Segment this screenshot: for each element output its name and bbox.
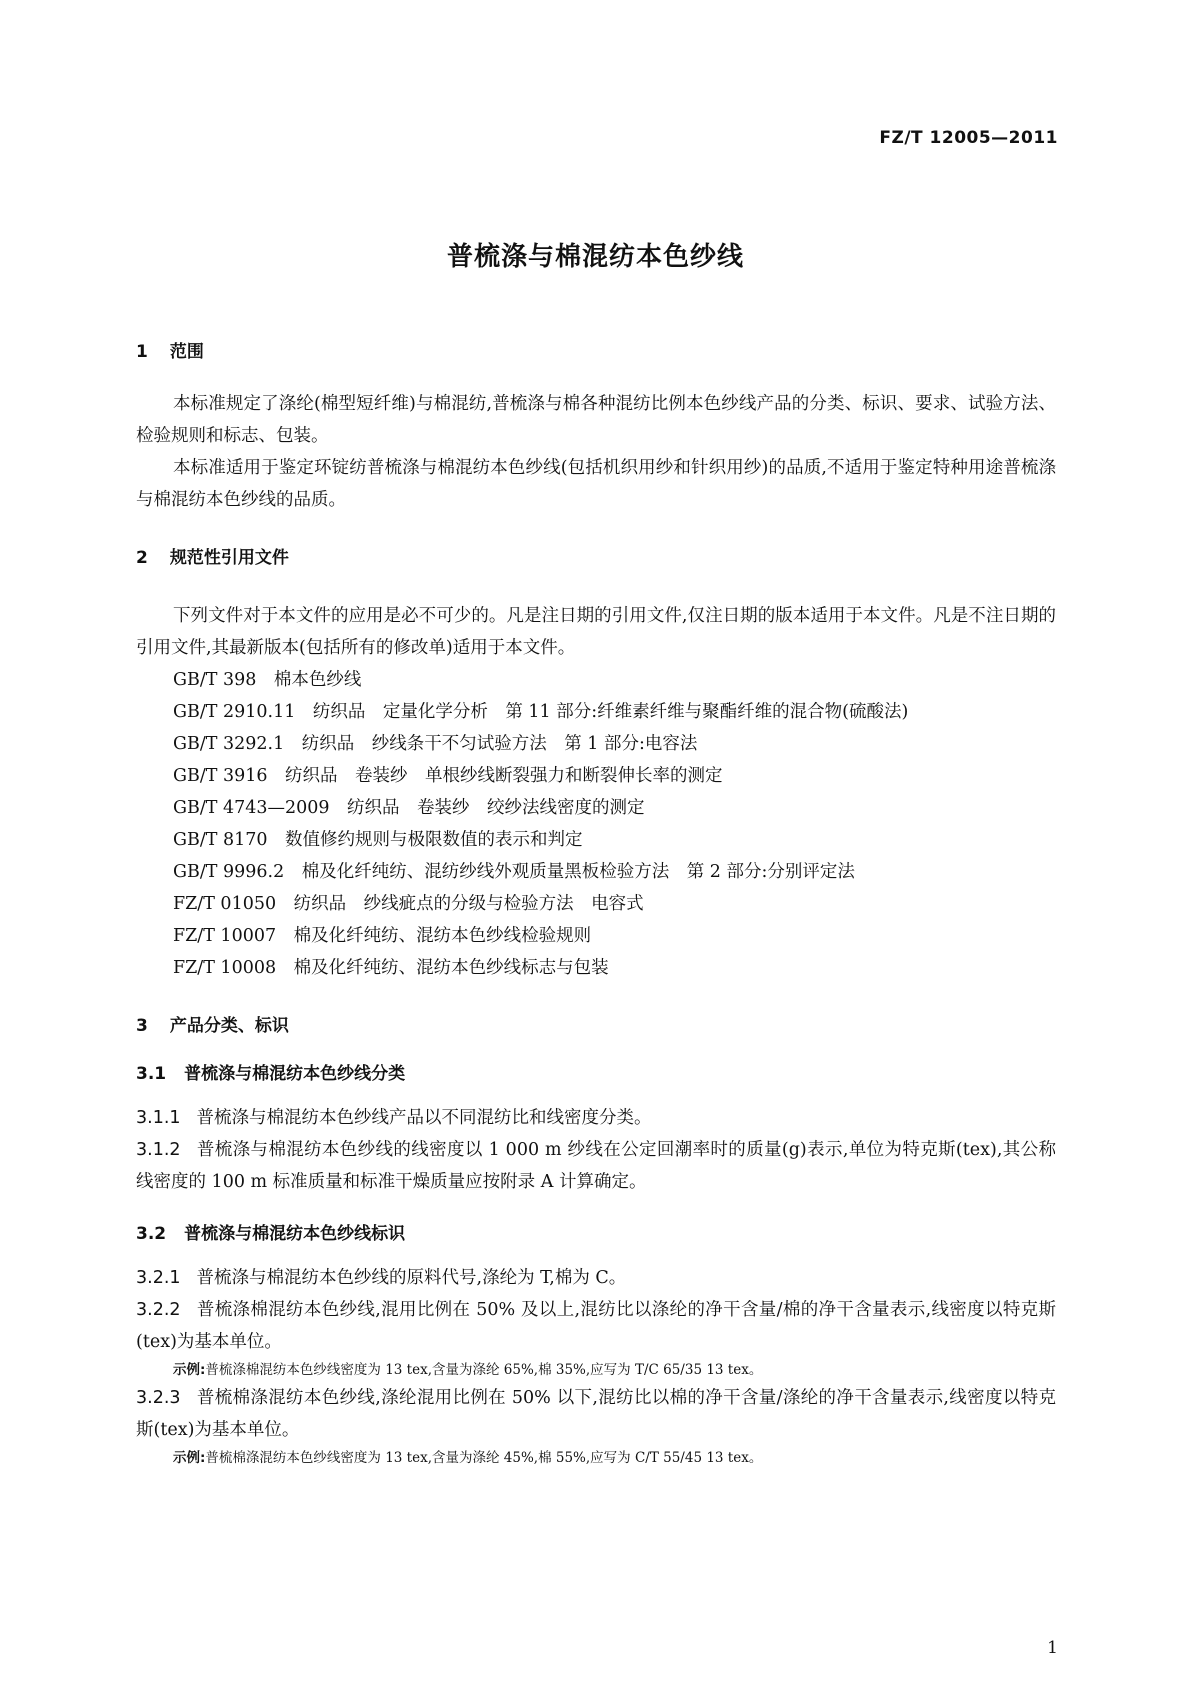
reference-code: FZ/T 01050 [173,894,277,914]
reference-title: 数值修约规则与极限数值的表示和判定 [285,830,583,850]
reference-item [173,696,1056,728]
reference-code: FZ/T 10008 [173,958,277,978]
subsection-title: 普梳涤与棉混纺本色纱线标识 [184,1224,406,1244]
section-title: 规范性引用文件 [169,548,289,568]
reference-code: GB/T 3292.1 [173,734,285,754]
scope-paragraph-1: 本标准规定了涤纶(棉型短纤维)与棉混纺,普梳涤与棉各种混纺比例本色纱线产品的分类、标识、要求、试验方法、检验规则和标志、包装。 [136,394,1056,446]
reference-item [173,664,1056,696]
reference-item [173,728,1056,760]
reference-title: 棉及化纤纯纺、混纺纱线外观质量黑板检验方法 第 2 部分:分别评定法 [301,862,855,882]
reference-code: GB/T 4743—2009 [173,798,330,818]
reference-code: GB/T 2910.11 [173,702,296,722]
section-2-heading [136,546,1056,570]
reference-item [173,824,1056,856]
reference-code: GB/T 398 [173,670,257,690]
subsection-number: 3.1 [136,1064,167,1084]
reference-code: GB/T 8170 [173,830,268,850]
section-3-heading [136,1014,1056,1038]
example-label: 示例: [173,1362,206,1378]
example-text: 普梳棉涤混纺本色纱线密度为 13 tex,含量为涤纶 45%,棉 55%,应写为 C/T 55/45 13 tex。 [205,1450,763,1466]
reference-title: 纺织品 卷装纱 绞纱法线密度的测定 [347,798,645,818]
document-title: 普梳涤与棉混纺本色纱线 [446,242,744,272]
reference-title: 纺织品 卷装纱 单根纱线断裂强力和断裂伸长率的测定 [285,766,723,786]
subsection-number: 3.2 [136,1224,167,1244]
section-1-heading [136,340,1056,364]
example-text: 普梳涤棉混纺本色纱线密度为 13 tex,含量为涤纶 65%,棉 35%,应写为 T/C 65/35 13 tex。 [205,1362,763,1378]
clause-number: 3.1.2 [136,1140,181,1160]
reference-title: 棉及化纤纯纺、混纺本色纱线标志与包装 [293,958,609,978]
clause-3-2-2 [136,1294,1056,1358]
reference-item [173,760,1056,792]
section-title: 范围 [169,342,204,362]
clause-number: 3.2.2 [136,1300,181,1320]
references-intro: 下列文件对于本文件的应用是必不可少的。凡是注日期的引用文件,仅注日期的版本适用于本文件。凡是不注日期的引用文件,其最新版本(包括所有的修改单)适用于本文件。 [136,606,1056,658]
clause-text: 普梳涤与棉混纺本色纱线的原料代号,涤纶为 T,棉为 C。 [196,1268,627,1288]
section-number: 2 [136,548,148,568]
reference-title: 纺织品 纱线条干不匀试验方法 第 1 部分:电容法 [301,734,698,754]
reference-code: GB/T 3916 [173,766,268,786]
section-title: 产品分类、标识 [169,1016,289,1036]
clause-3-2-3 [136,1382,1056,1446]
scope-paragraph-2: 本标准适用于鉴定环锭纺普梳涤与棉混纺本色纱线(包括机织用纱和针织用纱)的品质,不适用于鉴定特种用途普梳涤与棉混纺本色纱线的品质。 [136,458,1056,510]
document-body [136,340,1056,1470]
subsection-3-1-heading [136,1062,1056,1086]
subsection-title: 普梳涤与棉混纺本色纱线分类 [184,1064,406,1084]
reference-title: 棉本色纱线 [273,670,362,690]
reference-list [136,664,1056,984]
reference-title: 棉及化纤纯纺、混纺本色纱线检验规则 [293,926,592,946]
section-number: 1 [136,342,148,362]
reference-title: 纺织品 定量化学分析 第 11 部分:纤维素纤维与聚酯纤维的混合物(硫酸法) [312,702,909,722]
example-note [173,1446,1056,1470]
standard-number: FZ/T 12005—2011 [879,128,1058,148]
reference-item [173,888,1056,920]
reference-item [173,792,1056,824]
example-note [173,1358,1056,1382]
clause-3-1-1 [136,1102,1056,1134]
reference-title: 纺织品 纱线疵点的分级与检验方法 电容式 [293,894,644,914]
clause-3-2-1 [136,1262,1056,1294]
clause-text: 普梳涤棉混纺本色纱线,混用比例在 50% 及以上,混纺比以涤纶的净干含量/棉的净干含量表示,线密度以特克斯(tex)为基本单位。 [136,1300,1056,1352]
clause-number: 3.1.1 [136,1108,181,1128]
page-number: 1 [1047,1638,1058,1658]
clause-3-1-2 [136,1134,1056,1198]
subsection-3-2-heading [136,1222,1056,1246]
reference-item [173,952,1056,984]
clause-number: 3.2.3 [136,1388,181,1408]
reference-item [173,856,1056,888]
example-label: 示例: [173,1450,206,1466]
clause-text: 普梳棉涤混纺本色纱线,涤纶混用比例在 50% 以下,混纺比以棉的净干含量/涤纶的净干含量表示,线密度以特克斯(tex)为基本单位。 [136,1388,1056,1440]
reference-code: GB/T 9996.2 [173,862,285,882]
clause-number: 3.2.1 [136,1268,181,1288]
section-number: 3 [136,1016,148,1036]
clause-text: 普梳涤与棉混纺本色纱线的线密度以 1 000 m 纱线在公定回潮率时的质量(g)表示,单位为特克斯(tex),其公称线密度的 100 m 标准质量和标准干燥质量应按附录 A 计算确定。 [136,1140,1056,1192]
reference-item [173,920,1056,952]
clause-text: 普梳涤与棉混纺本色纱线产品以不同混纺比和线密度分类。 [196,1108,652,1128]
reference-code: FZ/T 10007 [173,926,277,946]
